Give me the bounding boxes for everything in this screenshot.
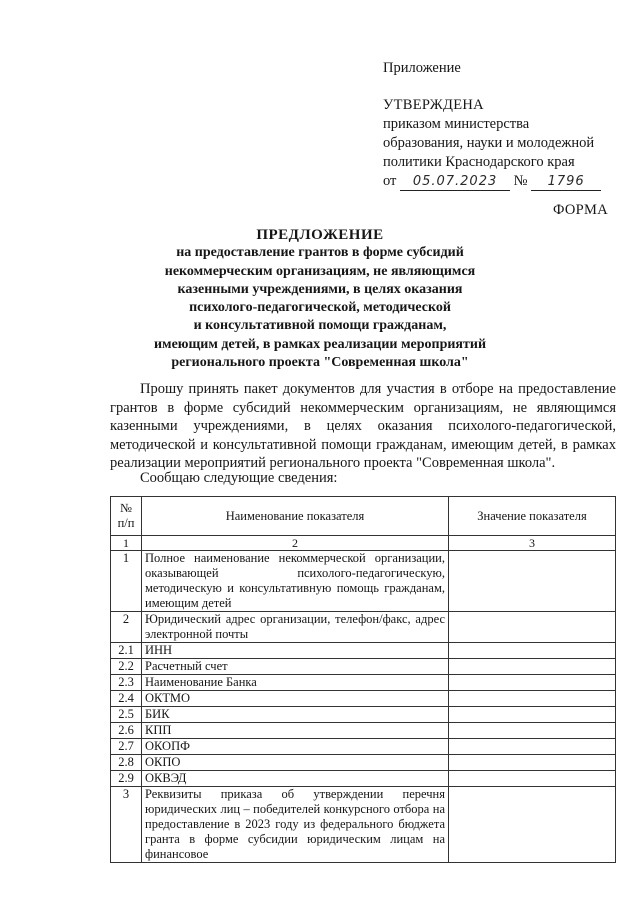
order-line: образования, науки и молодежной (383, 135, 595, 151)
row-name: Реквизиты приказа об утверждении перечня юридических лиц – победителей конкурсного отбора на предоставление в 2023 году из федерального бюджета гранта в форме субсидии юридическим лицам на финансовое (142, 787, 449, 863)
approval-block (383, 59, 633, 191)
table-row (111, 612, 616, 643)
row-value[interactable] (449, 691, 616, 707)
row-number: 2.5 (111, 707, 142, 723)
title-line: некоммерческим организациям, не являющимся (164, 263, 476, 279)
row-value[interactable] (449, 755, 616, 771)
row-name: ИНН (142, 643, 449, 659)
table-row (111, 659, 616, 675)
row-name: Юридический адрес организации, телефон/факс, адрес электронной почты (142, 612, 449, 643)
row-value[interactable] (449, 659, 616, 675)
table-row (111, 551, 616, 612)
order-date-line (383, 172, 633, 191)
header-value: Значение показателя (449, 497, 616, 536)
title-line: казенными учреждениями, в целях оказания (177, 281, 463, 297)
row-number: 2.9 (111, 771, 142, 787)
order-lines (383, 115, 633, 172)
row-name: ОКТМО (142, 691, 449, 707)
title-line: регионального проекта "Современная школа" (171, 355, 469, 371)
table-row (111, 771, 616, 787)
column-number: 2 (142, 536, 449, 551)
row-number: 2.3 (111, 675, 142, 691)
row-number: 2.7 (111, 739, 142, 755)
column-number: 3 (449, 536, 616, 551)
row-name: ОКОПФ (142, 739, 449, 755)
table-header-row (111, 497, 616, 536)
row-number: 2 (111, 612, 142, 643)
table-row (111, 675, 616, 691)
form-label: ФОРМА (552, 202, 608, 218)
table-row (111, 707, 616, 723)
row-name: ОКПО (142, 755, 449, 771)
appendix-label: Приложение (383, 60, 461, 76)
row-value[interactable] (449, 787, 616, 863)
row-value[interactable] (449, 739, 616, 755)
row-value[interactable] (449, 723, 616, 739)
title-line: психолого-педагогической, методической (189, 300, 451, 316)
row-value[interactable] (449, 707, 616, 723)
header-number: № п/п (111, 497, 142, 536)
table-row (111, 723, 616, 739)
order-number-label: № (513, 173, 528, 189)
row-name: Расчетный счет (142, 659, 449, 675)
row-name: ОКВЭД (142, 771, 449, 787)
row-number: 2.8 (111, 755, 142, 771)
table-row (111, 643, 616, 659)
info-table (110, 496, 616, 863)
body-paragraph (110, 380, 616, 473)
title-line: имеющим детей, в рамках реализации мероприятий (153, 336, 487, 352)
row-value[interactable] (449, 643, 616, 659)
row-number: 2.1 (111, 643, 142, 659)
title-line: на предоставление грантов в форме субсидий (176, 245, 464, 261)
table-row (111, 755, 616, 771)
intro-text: Сообщаю следующие сведения: (140, 470, 338, 486)
order-date-value: 05.07.2023 (412, 174, 498, 189)
row-number: 1 (111, 551, 142, 612)
column-number: 1 (111, 536, 142, 551)
row-number: 2.2 (111, 659, 142, 675)
order-number-field (531, 173, 601, 191)
row-number: 2.4 (111, 691, 142, 707)
header-name: Наименование показателя (142, 497, 449, 536)
row-number: 2.6 (111, 723, 142, 739)
order-date-field (400, 173, 510, 191)
table-row (111, 739, 616, 755)
row-name: КПП (142, 723, 449, 739)
row-value[interactable] (449, 551, 616, 612)
order-line: политики Краснодарского края (383, 154, 575, 170)
row-value[interactable] (449, 771, 616, 787)
order-number-value: 1796 (547, 174, 585, 189)
table-row (111, 691, 616, 707)
order-line: приказом министерства (383, 116, 530, 132)
row-value[interactable] (449, 612, 616, 643)
paragraph-text: Прошу принять пакет документов для участия в отборе на предоставление грантов в форме субсидий некоммерческим организациям, не являющимся казенными учреждениями, в целях оказания психолого-педагогической, методической и консультативной помощи гражданам, имеющим детей, в рамках реализации мероприятий регионального проекта "Современная школа". (110, 381, 616, 471)
row-name: Полное наименование некоммерческой организации, оказывающей психолого-педагогическую, методическую и консультативную помощь гражданам, имеющим детей (142, 551, 449, 612)
title-line: и консультативной помощи гражданам, (193, 318, 447, 334)
approved-label: УТВЕРЖДЕНА (383, 97, 484, 113)
row-value[interactable] (449, 675, 616, 691)
row-name: БИК (142, 707, 449, 723)
table-row (111, 787, 616, 863)
order-from-label: от (383, 173, 397, 189)
row-name: Наименование Банка (142, 675, 449, 691)
document-title (110, 226, 530, 372)
row-number: 3 (111, 787, 142, 863)
title-heading: ПРЕДЛОЖЕНИЕ (256, 227, 384, 243)
column-number-row (111, 536, 616, 551)
